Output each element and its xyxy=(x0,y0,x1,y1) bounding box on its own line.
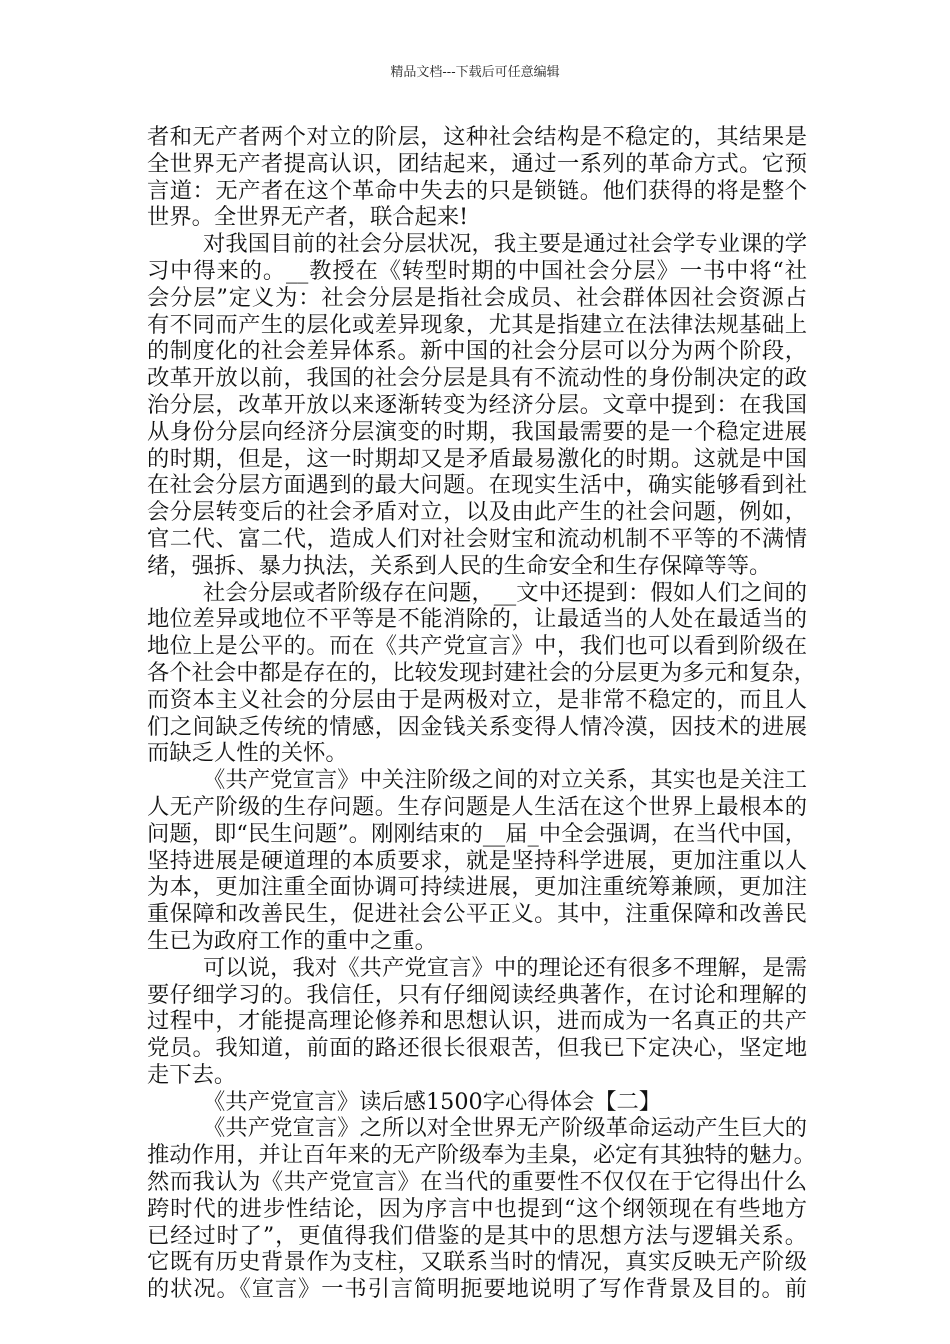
text-line: 地位差异或地位不平等是不能消除的，让最适当的人处在最适当的 xyxy=(147,606,807,633)
text-line: 生已为政府工作的重中之重。 xyxy=(147,927,437,954)
text-line: 治分层，改革开放以来逐渐转变为经济分层。文章中提到：在我国 xyxy=(147,391,807,418)
text-line: 可以说，我对《共产党宣言》中的理论还有很多不理解，是需 xyxy=(203,954,807,981)
document-body xyxy=(147,124,816,1303)
section-heading: 《共产党宣言》读后感1500字心得体会【二】 xyxy=(203,1088,662,1115)
text-line: 党员。我知道，前面的路还很长很艰苦，但我已下定决心，坚定地 xyxy=(147,1035,807,1062)
text-line: 它既有历史背景作为支柱，又联系当时的情况，真实反映无产阶级 xyxy=(147,1249,807,1276)
text-line: 对我国目前的社会分层状况，我主要是通过社会学专业课的学 xyxy=(203,231,807,258)
text-line: 坚持进展是硬道理的本质要求，就是坚持科学进展，更加注重以人 xyxy=(147,847,807,874)
text-line: 者和无产者两个对立的阶层，这种社会结构是不稳定的，其结果是 xyxy=(147,124,807,150)
text-line: 走下去。 xyxy=(147,1061,237,1088)
text-line: 地位上是公平的。而在《共产党宣言》中，我们也可以看到阶级在 xyxy=(147,633,807,660)
text-line: 官二代、富二代，造成人们对社会财宝和流动机制不平等的不满情 xyxy=(147,525,807,552)
text-line: 们之间缺乏传统的情感，因金钱关系变得人情冷漠，因技术的进展 xyxy=(147,713,807,740)
page-header: 精品文档---下载后可任意编辑 xyxy=(390,65,560,80)
text-line: 有不同而产生的层化或差异现象，尤其是指建立在法律法规基础上 xyxy=(147,311,807,338)
text-line: 跨时代的进步性结论，因为序言中也提到“这个纲领现在有些地方 xyxy=(147,1195,807,1222)
text-line: 在社会分层方面遇到的最大问题。在现实生活中，确实能够看到社 xyxy=(147,472,807,499)
text-line: 要仔细学习的。我信任，只有仔细阅读经典著作，在讨论和理解的 xyxy=(147,981,807,1008)
text-line: 《共产党宣言》之所以对全世界无产阶级革命运动产生巨大的 xyxy=(203,1115,807,1142)
text-line: 会分层”定义为：社会分层是指社会成员、社会群体因社会资源占 xyxy=(147,284,807,311)
text-line: 而缺乏人性的关怀。 xyxy=(147,740,348,767)
text-line: 已经过时了”，更值得我们借鉴的是其中的思想方法与逻辑关系。 xyxy=(147,1222,807,1249)
text-line: 的时期，但是，这一时期却又是矛盾最易激化的时期。这就是中国 xyxy=(147,445,807,472)
text-line: 过程中，才能提高理论修养和思想认识，进而成为一名真正的共产 xyxy=(147,1008,807,1035)
text-line: 的状况。《宣言》一书引言简明扼要地说明了写作背景及目的。前 xyxy=(147,1276,807,1303)
text-line: 推动作用，并让百年来的无产阶级奉为圭臬，必定有其独特的魅力。 xyxy=(147,1142,816,1169)
text-line: 全世界无产者提高认识，团结起来，通过一系列的革命方式。它预 xyxy=(147,150,807,177)
text-line: 言道：无产者在这个革命中失去的只是锁链。他们获得的将是整个 xyxy=(147,177,807,204)
text-line: 而资本主义社会的分层由于是两极对立，是非常不稳定的，而且人 xyxy=(147,686,807,713)
text-line: 会分层转变后的社会矛盾对立，以及由此产生的社会问题，例如， xyxy=(147,499,807,526)
text-line: 然而我认为《共产党宣言》在当代的重要性不仅仅在于它得出什么 xyxy=(147,1169,807,1196)
text-line: 重保障和改善民生，促进社会公平正义。其中，注重保障和改善民 xyxy=(147,901,807,928)
text-line: 改革开放以前，我国的社会分层是具有不流动性的身份制决定的政 xyxy=(147,365,807,392)
text-line: 绪，强拆、暴力执法，关系到人民的生命安全和生存保障等等。 xyxy=(147,552,772,579)
text-line: 为本，更加注重全面协调可持续进展，更加注重统筹兼顾，更加注 xyxy=(147,874,807,901)
text-line: 世界。全世界无产者，联合起来! xyxy=(147,204,469,231)
text-line: 习中得来的。__教授在《转型时期的中国社会分层》一书中将“社 xyxy=(147,257,807,284)
text-line: 从身份分层向经济分层演变的时期，我国最需要的是一个稳定进展 xyxy=(147,418,807,445)
text-line: 的制度化的社会差异体系。新中国的社会分层可以分为两个阶段， xyxy=(147,338,807,365)
text-line: 各个社会中都是存在的，比较发现封建社会的分层更为多元和复杂， xyxy=(147,659,816,686)
text-line: 社会分层或者阶级存在问题，__文中还提到：假如人们之间的 xyxy=(203,579,807,606)
text-line: 人无产阶级的生存问题。生存问题是人生活在这个世界上最根本的 xyxy=(147,793,807,820)
text-line: 《共产党宣言》中关注阶级之间的对立关系，其实也是关注工 xyxy=(203,767,807,794)
text-line: 问题，即“民生问题”。刚刚结束的__届_中全会强调，在当代中国， xyxy=(147,820,807,847)
